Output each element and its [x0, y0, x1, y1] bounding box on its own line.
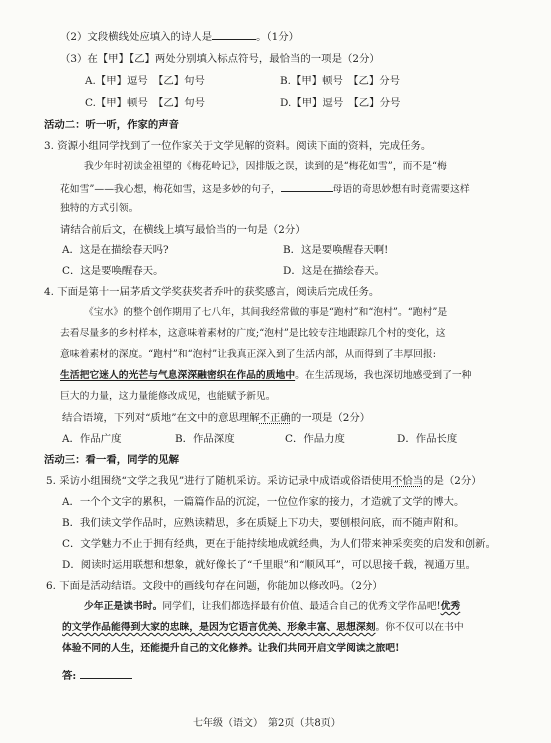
option-c[interactable]: C．这是要唤醒春天。 [62, 265, 164, 277]
option-a[interactable]: A．一个个文字的累积，一篇篇作品的沉淀，一位位作家的接力，才造就了文学的博大。 [62, 496, 465, 508]
question-3-stem: 3. 资源小组同学找到了一位作家关于文学见解的资料。阅读下面的资料，完成任务。 [44, 140, 432, 152]
passage-line [60, 369, 471, 383]
question-4-stem: 4. 下面是第十一届茅盾文学奖获奖者乔叶的获奖感言，阅读后完成任务。 [44, 286, 380, 298]
passage-text: 花如雪”——我心想，梅花如雪，这是多妙的句子， [60, 184, 281, 195]
stem-text: 5. 采访小组围绕“文学之我见”进行了随机采访。采访记录中成语或俗语使用 [46, 475, 392, 487]
passage-line: 去看尽量多的乡村样本，这意味着素材的广度;“泡村”是比较专注地跟踪几个村的变化，这 [60, 328, 446, 339]
question-score: 。（1分） [256, 31, 300, 43]
option-d[interactable]: D．这是在描绘春天。 [283, 265, 385, 277]
passage-text: 少年正是读书时。 [84, 601, 163, 612]
emphasis-text: 不正确 [259, 412, 291, 424]
passage-line [60, 181, 470, 197]
passage-line: 巨大的力量，这力量能修改成见，也能赋予新见。 [60, 391, 276, 402]
question-6-stem: 6. 下面是活动结语。文段中的画线句存在问题，你能加以修改吗。（2分） [46, 580, 383, 592]
passage-line: 《宝水》的整个创作期用了七八年，其间我经常做的事是“跑村”和“泡村”。“跑村”是 [84, 307, 448, 318]
answer-line [62, 668, 132, 683]
underlined-sentence: 生活把它迷人的光芒与气息深深融密织在作品的质地中 [60, 370, 296, 381]
wavy-underlined-sentence: 的文学作品能得到大家的忠睐，是因为它语言优美、形象丰富、思想深刻 [62, 622, 376, 633]
passage-text: 同学们，让我们都选择最有价值、最适合自己的优秀文学作品吧! [162, 601, 441, 612]
question-3-task: 请结合前后文，在横线上填写最恰当的一句是（2分） [60, 224, 306, 236]
passage-text: 。在生活现场，我也深切地感受到了一种 [295, 370, 472, 381]
passage-text: 。你不仅可以在书中 [375, 622, 464, 633]
option-b[interactable]: B．我们读文学作品时，应熟读精思，多在质疑上下功夫，要刨根问底，而不随声附和。 [62, 517, 465, 529]
option-d[interactable]: D.【甲】逗号 【乙】分号 [280, 97, 401, 109]
answer-blank[interactable] [212, 29, 256, 40]
emphasis-text: 不恰当 [391, 475, 424, 487]
question-text: （2）文段横线处应填入的诗人是 [60, 31, 213, 43]
task-text: 结合语境，下列对“质地”在文中的意思理解 [62, 412, 260, 424]
option-d[interactable]: D．阅读时运用联想和想象，就好像长了“千里眼”和“顺风耳”，可以思接千载，视通万里。 [62, 559, 477, 571]
option-b[interactable]: B．作品深度 [175, 433, 235, 445]
option-c[interactable]: C．文学魅力不止于拥有经典，更在于能持续地成就经典，为人们带来神采奕奕的启发和创新。 [62, 538, 496, 550]
stem-text: 的是（2分） [423, 475, 482, 487]
passage-line: 我少年时初读金祖望的《梅花岭记》，因排版之误，读到的是“梅花如雪”，而不是“梅 [84, 161, 447, 172]
passage-line: 独特的方式引领。 [60, 203, 139, 214]
passage-line: 体验不同的人生，还能提升自己的文化修养。让我们共同开启文学阅读之旅吧! [62, 643, 400, 654]
page-footer: 七年级（语文） 第2页（共8页） [193, 718, 341, 729]
option-c[interactable]: C．作品力度 [285, 433, 345, 445]
task-text: 的一项是（2分） [290, 412, 371, 424]
question-3-3-stem: （3）在【甲】【乙】两处分别填入标点符号，最恰当的一项是（2分） [60, 53, 380, 65]
option-a[interactable]: A.【甲】逗号 【乙】句号 [85, 75, 205, 87]
answer-blank[interactable] [281, 181, 333, 192]
activity-2-heading: 活动二：听一听，作家的声音 [44, 119, 180, 131]
option-c[interactable]: C.【甲】顿号 【乙】句号 [85, 97, 205, 109]
wavy-underlined-sentence: 优秀 [440, 601, 461, 612]
answer-blank[interactable] [80, 668, 132, 679]
passage-line: 意味着素材的深度。“跑村”和“泡村”让我真正深入到了生活内部，从而得到了丰厚回报: [60, 349, 437, 360]
passage-line [84, 600, 460, 614]
question-3-2 [60, 29, 299, 44]
question-5-stem [46, 474, 482, 488]
option-b[interactable]: B.【甲】顿号 【乙】分号 [280, 75, 401, 87]
option-a[interactable]: A．这是在描绘春天吗? [62, 244, 169, 256]
activity-3-heading: 活动三：看一看，同学的见解 [44, 454, 180, 466]
question-4-task [62, 411, 370, 425]
option-d[interactable]: D．作品长度 [397, 433, 458, 445]
answer-label: 答: [62, 670, 77, 682]
passage-text: 母语的奇思妙想有时竟需要这样 [332, 184, 470, 195]
option-a[interactable]: A．作品广度 [62, 433, 122, 445]
option-b[interactable]: B．这是要唤醒春天啊! [283, 244, 389, 256]
passage-line [62, 621, 464, 635]
